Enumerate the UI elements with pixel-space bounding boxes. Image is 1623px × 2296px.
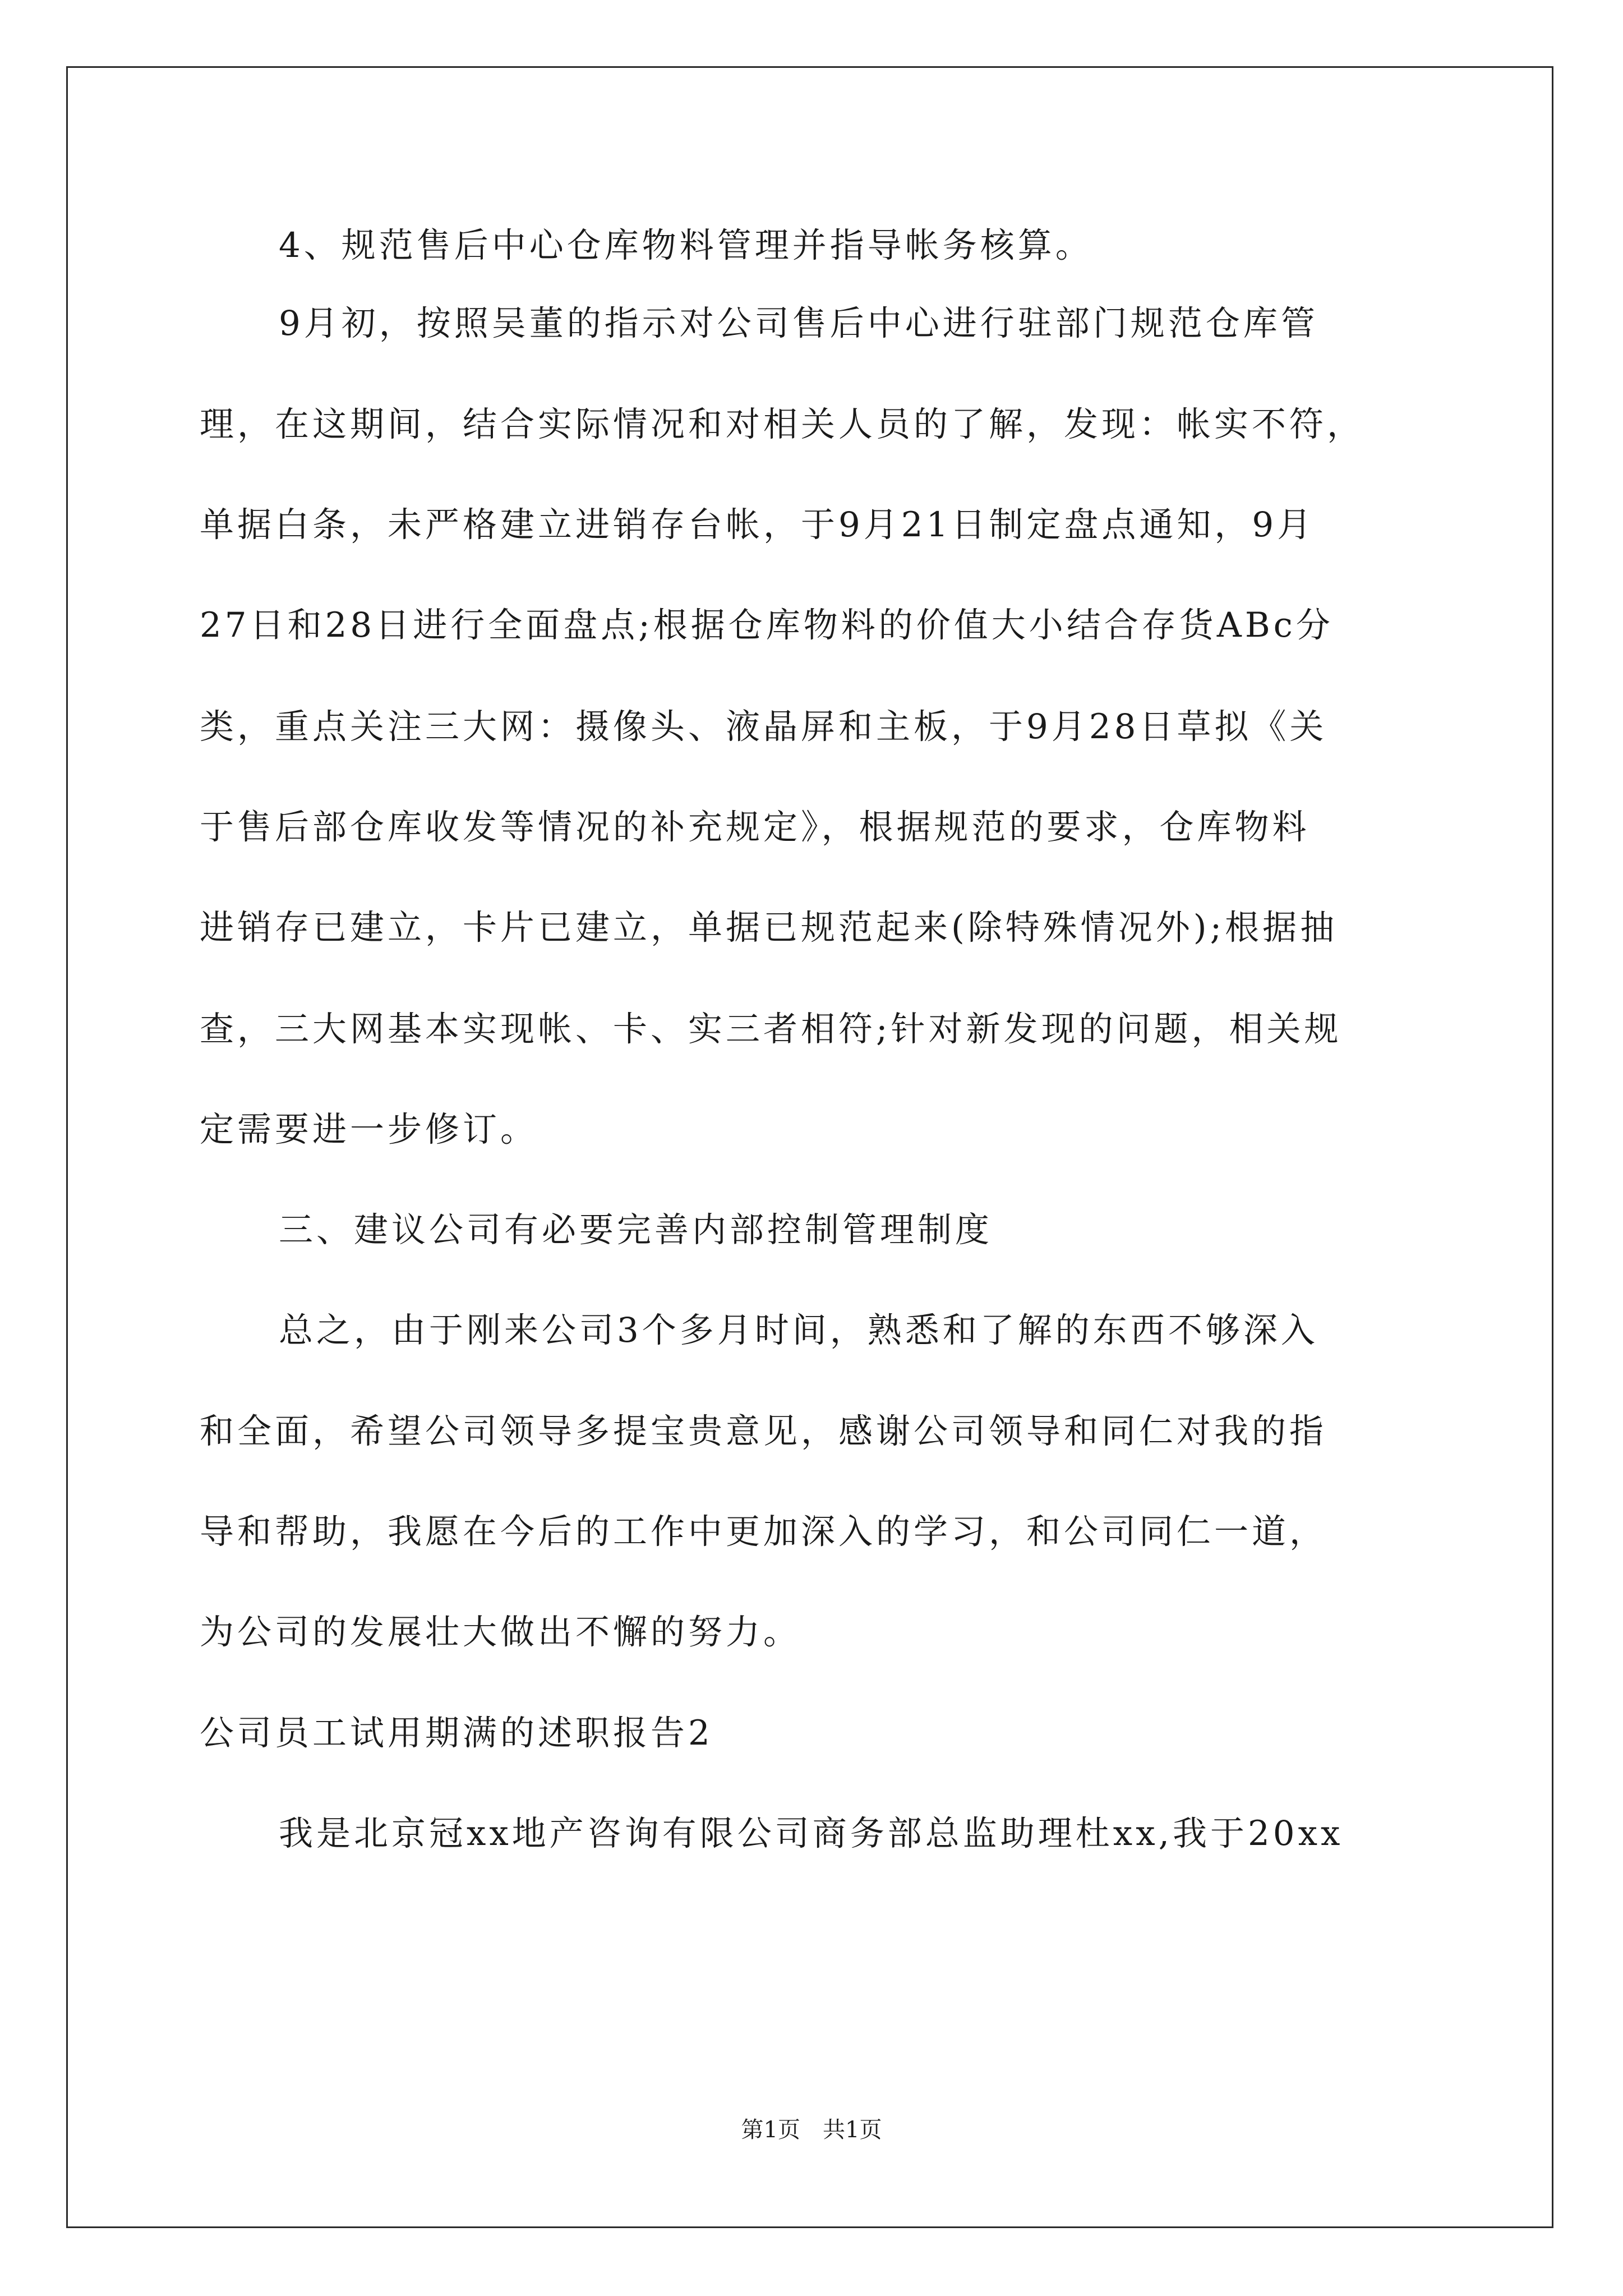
paragraph-line: 于售后部仓库收发等情况的补充规定》，根据规范的要求，仓库物料: [200, 807, 1310, 847]
paragraph-line: 4、规范售后中心仓库物料管理并指导帐务核算。: [279, 226, 1093, 265]
paragraph-line: 导和帮助，我愿在今后的工作中更加深入的学习，和公司同仁一道，: [200, 1512, 1327, 1552]
paragraph-line: 总之，由于刚来公司3个多月时间，熟悉和了解的东西不够深入: [279, 1310, 1318, 1350]
paragraph-line: 查，三大网基本实现帐、卡、实三者相符;针对新发现的问题，相关规: [200, 1009, 1342, 1049]
page-number: 第1页: [741, 2117, 800, 2143]
page-footer: [0, 2113, 1623, 2147]
paragraph-line: 单据白条，未严格建立进销存台帐，于9月21日制定盘点通知，9月: [200, 505, 1315, 545]
paragraph-line: 进销存已建立，卡片已建立，单据已规范起来(除特殊情况外);根据抽: [200, 908, 1338, 947]
paragraph-line: 为公司的发展壮大做出不懈的努力。: [200, 1612, 801, 1652]
paragraph-line: 我是北京冠xx地产咨询有限公司商务部总监助理杜xx,我于20xx: [279, 1814, 1344, 1853]
paragraph-line: 和全面，希望公司领导多提宝贵意见，感谢公司领导和同仁对我的指: [200, 1411, 1327, 1451]
paragraph-line: 9月初，按照吴董的指示对公司售后中心进行驻部门规范仓库管: [279, 303, 1318, 343]
page-total: 共1页: [823, 2117, 882, 2143]
paragraph-line: 27日和28日进行全面盘点;根据仓库物料的价值大小结合存货ABc分: [200, 605, 1334, 645]
paragraph-line: 理，在这期间，结合实际情况和对相关人员的了解，发现：帐实不符，: [200, 404, 1365, 444]
section-heading: 三、建议公司有必要完善内部控制管理制度: [279, 1210, 993, 1250]
paragraph-line: 定需要进一步修订。: [200, 1110, 538, 1149]
report-title: 公司员工试用期满的述职报告2: [200, 1713, 713, 1753]
paragraph-line: 类，重点关注三大网：摄像头、液晶屏和主板，于9月28日草拟《关: [200, 707, 1327, 747]
